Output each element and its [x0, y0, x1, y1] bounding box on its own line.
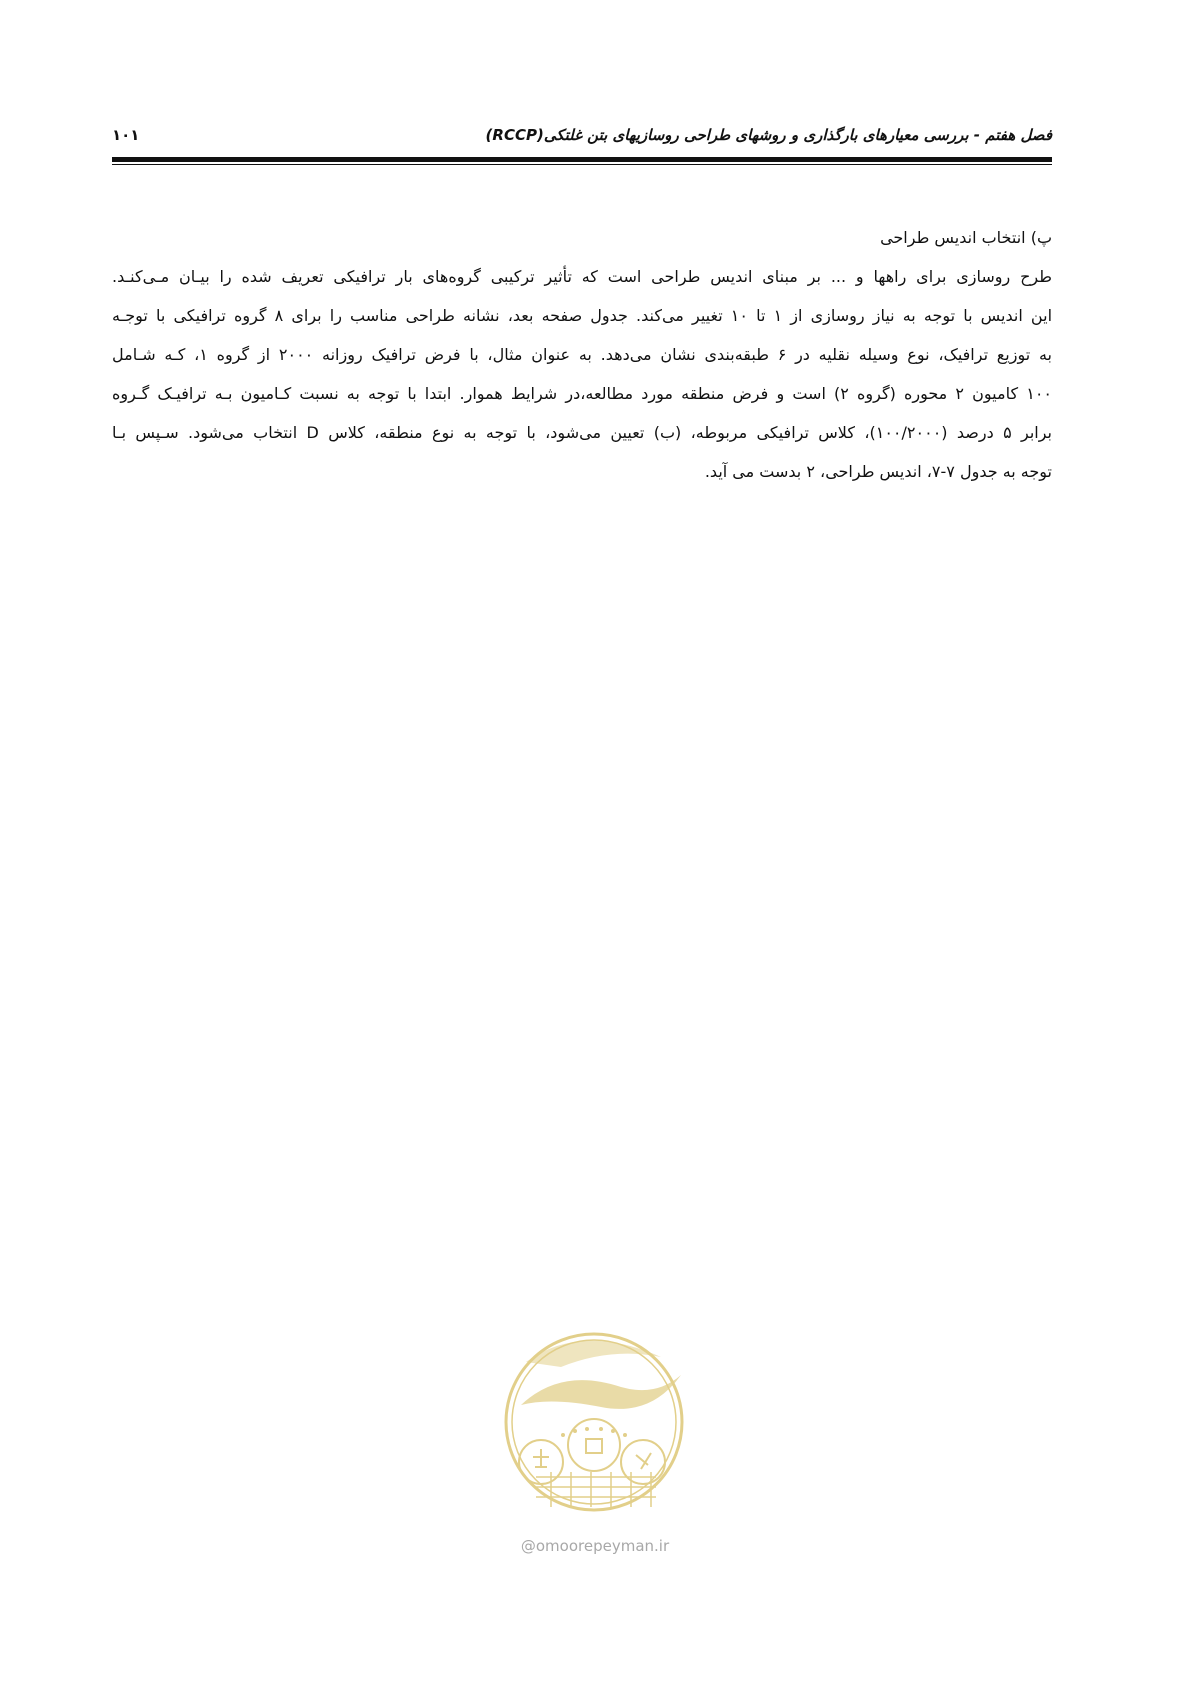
header-rule-thin — [112, 164, 1052, 165]
paragraph-line: این اندیس با توجه به نیاز روسازی از ۱ تا ۱۰ تغییر می‌کند. جدول صفحه بعد، نشانه طراحی مناسب را برای ۸ گروه ترافیکی با توجـه — [112, 306, 1053, 325]
body-text — [112, 218, 1052, 491]
paragraph-line: به توزیع ترافیک، نوع وسیله نقلیه در ۶ طبقه‌بندی نشان می‌دهد. به عنوان مثال، با فرض ترافیک روزانه ۲۰۰۰ از گروه ۱، کـه شـامل — [112, 345, 1053, 364]
paragraph-line: توجه به جدول ۷-۷، اندیس طراحی، ۲ بدست می آید. — [704, 462, 1052, 481]
paragraph-line: طرح روسازی برای راهها و ... بر مبنای اندیس طراحی است که تأثیر ترکیبی گروه‌های بار ترافیکی تعریف شده را بیـان مـی‌کنـد. — [112, 267, 1052, 286]
watermark-logo-graphic — [491, 1327, 701, 1517]
page-header — [112, 126, 1052, 148]
header-rule-thick — [112, 157, 1052, 162]
watermark-url: @omoorepeyman.ir — [520, 1537, 670, 1555]
paragraph-line: ۱۰۰ کامیون ۲ محوره (گروه ۲) است و فرض منطقه مورد مطالعه،در شرایط هموار. ابتدا با توجه به نسبت کـامیون بـه ترافیـک گـروه — [112, 384, 1052, 403]
chapter-title: فصل هفتم - بررسی معیارهای بارگذاری و روشهای طراحی روسازیهای بتن غلتکی(RCCP) — [485, 126, 1052, 144]
watermark-logo — [491, 1327, 701, 1517]
section-heading: پ) انتخاب اندیس طراحی — [880, 228, 1052, 247]
paragraph-line: برابر ۵ درصد (۱۰۰/۲۰۰۰)، کلاس ترافیکی مربوطه، (ب) تعیین می‌شود، با توجه به نوع منطقه، کلاس D انتخاب می‌شود. سـپس بـا — [112, 423, 1053, 442]
page-number: ۱۰۱ — [112, 126, 140, 144]
